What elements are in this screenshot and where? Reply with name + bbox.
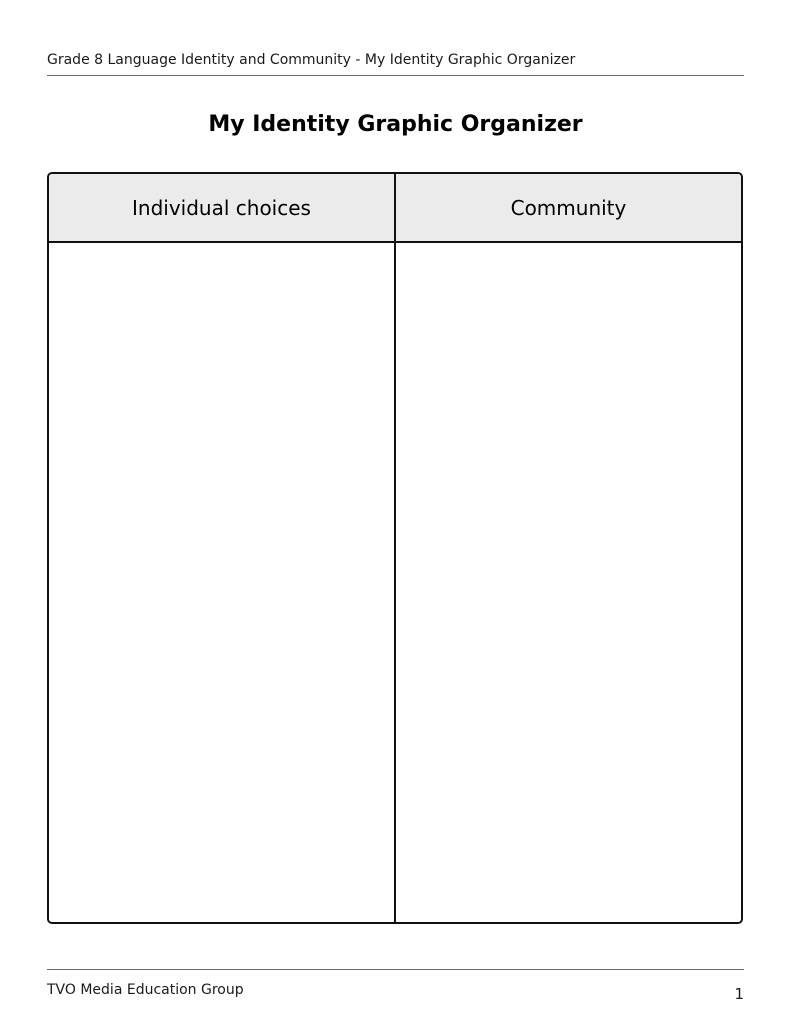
- footer-organization: TVO Media Education Group: [47, 982, 244, 998]
- column-header-individual-choices: Individual choices: [49, 174, 396, 241]
- column-header-community: Community: [510, 195, 627, 220]
- community-writing-area[interactable]: [396, 243, 741, 922]
- page-number: 1: [734, 985, 744, 1003]
- individual-choices-writing-area[interactable]: [49, 243, 396, 922]
- header-divider: [47, 75, 744, 76]
- footer-divider: [47, 969, 744, 970]
- identity-graphic-organizer-table: [47, 172, 743, 924]
- organizer-header-row: [49, 174, 741, 243]
- page-title: My Identity Graphic Organizer: [208, 112, 583, 137]
- running-header-title: Grade 8 Language Identity and Community - My Identity Graphic Organizer: [47, 52, 576, 68]
- organizer-body-row: [49, 243, 741, 922]
